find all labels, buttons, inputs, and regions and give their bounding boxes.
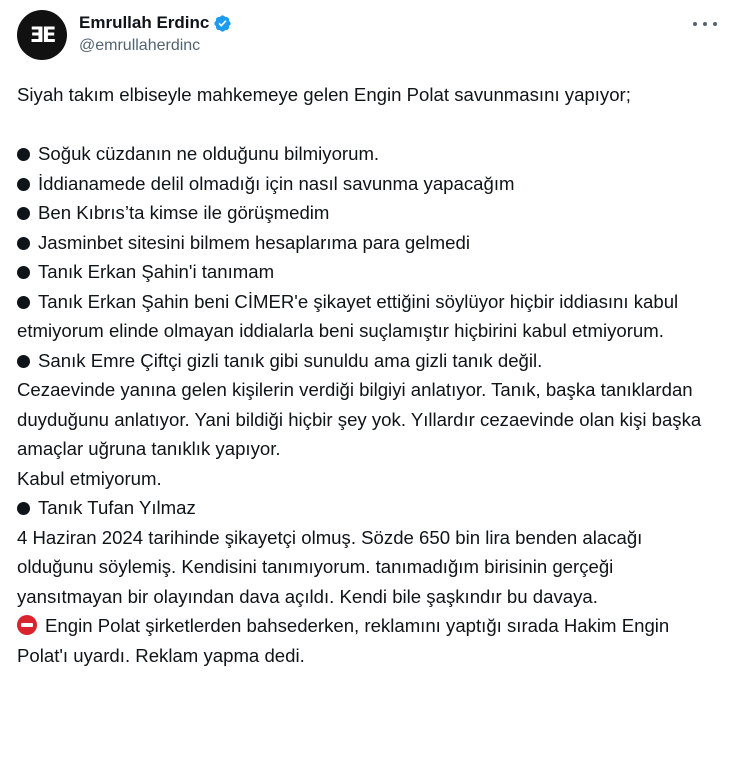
no-entry-icon (17, 615, 37, 635)
black-circle-icon (17, 502, 30, 515)
bullet-item: Sanık Emre Çiftçi gizli tanık gibi sunuldu ama gizli tanık değil. (17, 346, 717, 376)
black-circle-icon (17, 266, 30, 279)
more-options-icon[interactable] (693, 14, 717, 34)
display-name[interactable]: Emrullah Erdinc (79, 13, 210, 32)
avatar-logo: ƎE (29, 23, 55, 47)
tweet-paragraph: Kabul etmiyorum. (17, 467, 162, 489)
tweet-intro: Siyah takım elbiseyle mahkemeye gelen Engin Polat savunmasını yapıyor; (17, 84, 631, 105)
blank-line (17, 110, 717, 140)
black-circle-icon (17, 207, 30, 220)
black-circle-icon (17, 178, 30, 191)
black-circle-icon (17, 237, 30, 250)
tweet-header (17, 10, 717, 64)
name-row (79, 13, 232, 33)
verified-badge-icon (213, 14, 232, 33)
bullet-item: Tanık Erkan Şahin'i tanımam (17, 257, 717, 287)
author-handle[interactable]: @emrullaherdinc (79, 37, 201, 54)
black-circle-icon (17, 148, 30, 161)
tweet-final-line: Engin Polat şirketlerden bahsederken, reklamını yaptığı sırada Hakim Engin Polat'ı uyardı. Reklam yapma dedi. (17, 615, 675, 666)
bullet-item: Jasminbet sitesini bilmem hesaplarıma para gelmedi (17, 228, 717, 258)
bullet-item: Tanık Erkan Şahin beni CİMER'e şikayet ettiğini söylüyor hiçbir iddiasını kabul etmiyorum elinde olmayan iddialarla beni suçlamıştır hiçbirini kabul etmiyorum. (17, 290, 684, 341)
tweet-text (17, 80, 717, 670)
bullet-item: Soğuk cüzdanın ne olduğunu bilmiyorum. (17, 139, 717, 169)
avatar[interactable] (17, 10, 67, 60)
tweet-paragraph: 4 Haziran 2024 tarihinde şikayetçi olmuş. Sözde 650 bin lira benden alacağı olduğunu söylemiş. Kendisini tanımıyorum. tanımadığım birisinin gerçeği yansıtmayan bir olayından dava açıldı. Kendi bile şaşkındır bu davaya. (17, 526, 648, 607)
tweet-paragraph: Cezaevinde yanına gelen kişilerin verdiği bilgiyi anlatıyor. Tanık, başka tanıklardan duyduğunu anlatıyor. Yani bildiği hiçbir şey yok. Yıllardır cezaevinde olan kişi başka amaçlar uğruna tanıklık yapıyor. (17, 379, 707, 459)
bullet-item: İddianamede delil olmadığı için nasıl savunma yapacağım (17, 169, 717, 199)
bullet-item: Ben Kıbrıs’ta kimse ile görüşmedim (17, 198, 717, 228)
black-circle-icon (17, 355, 30, 368)
black-circle-icon (17, 296, 30, 309)
bullet-item: Tanık Tufan Yılmaz (17, 493, 717, 523)
